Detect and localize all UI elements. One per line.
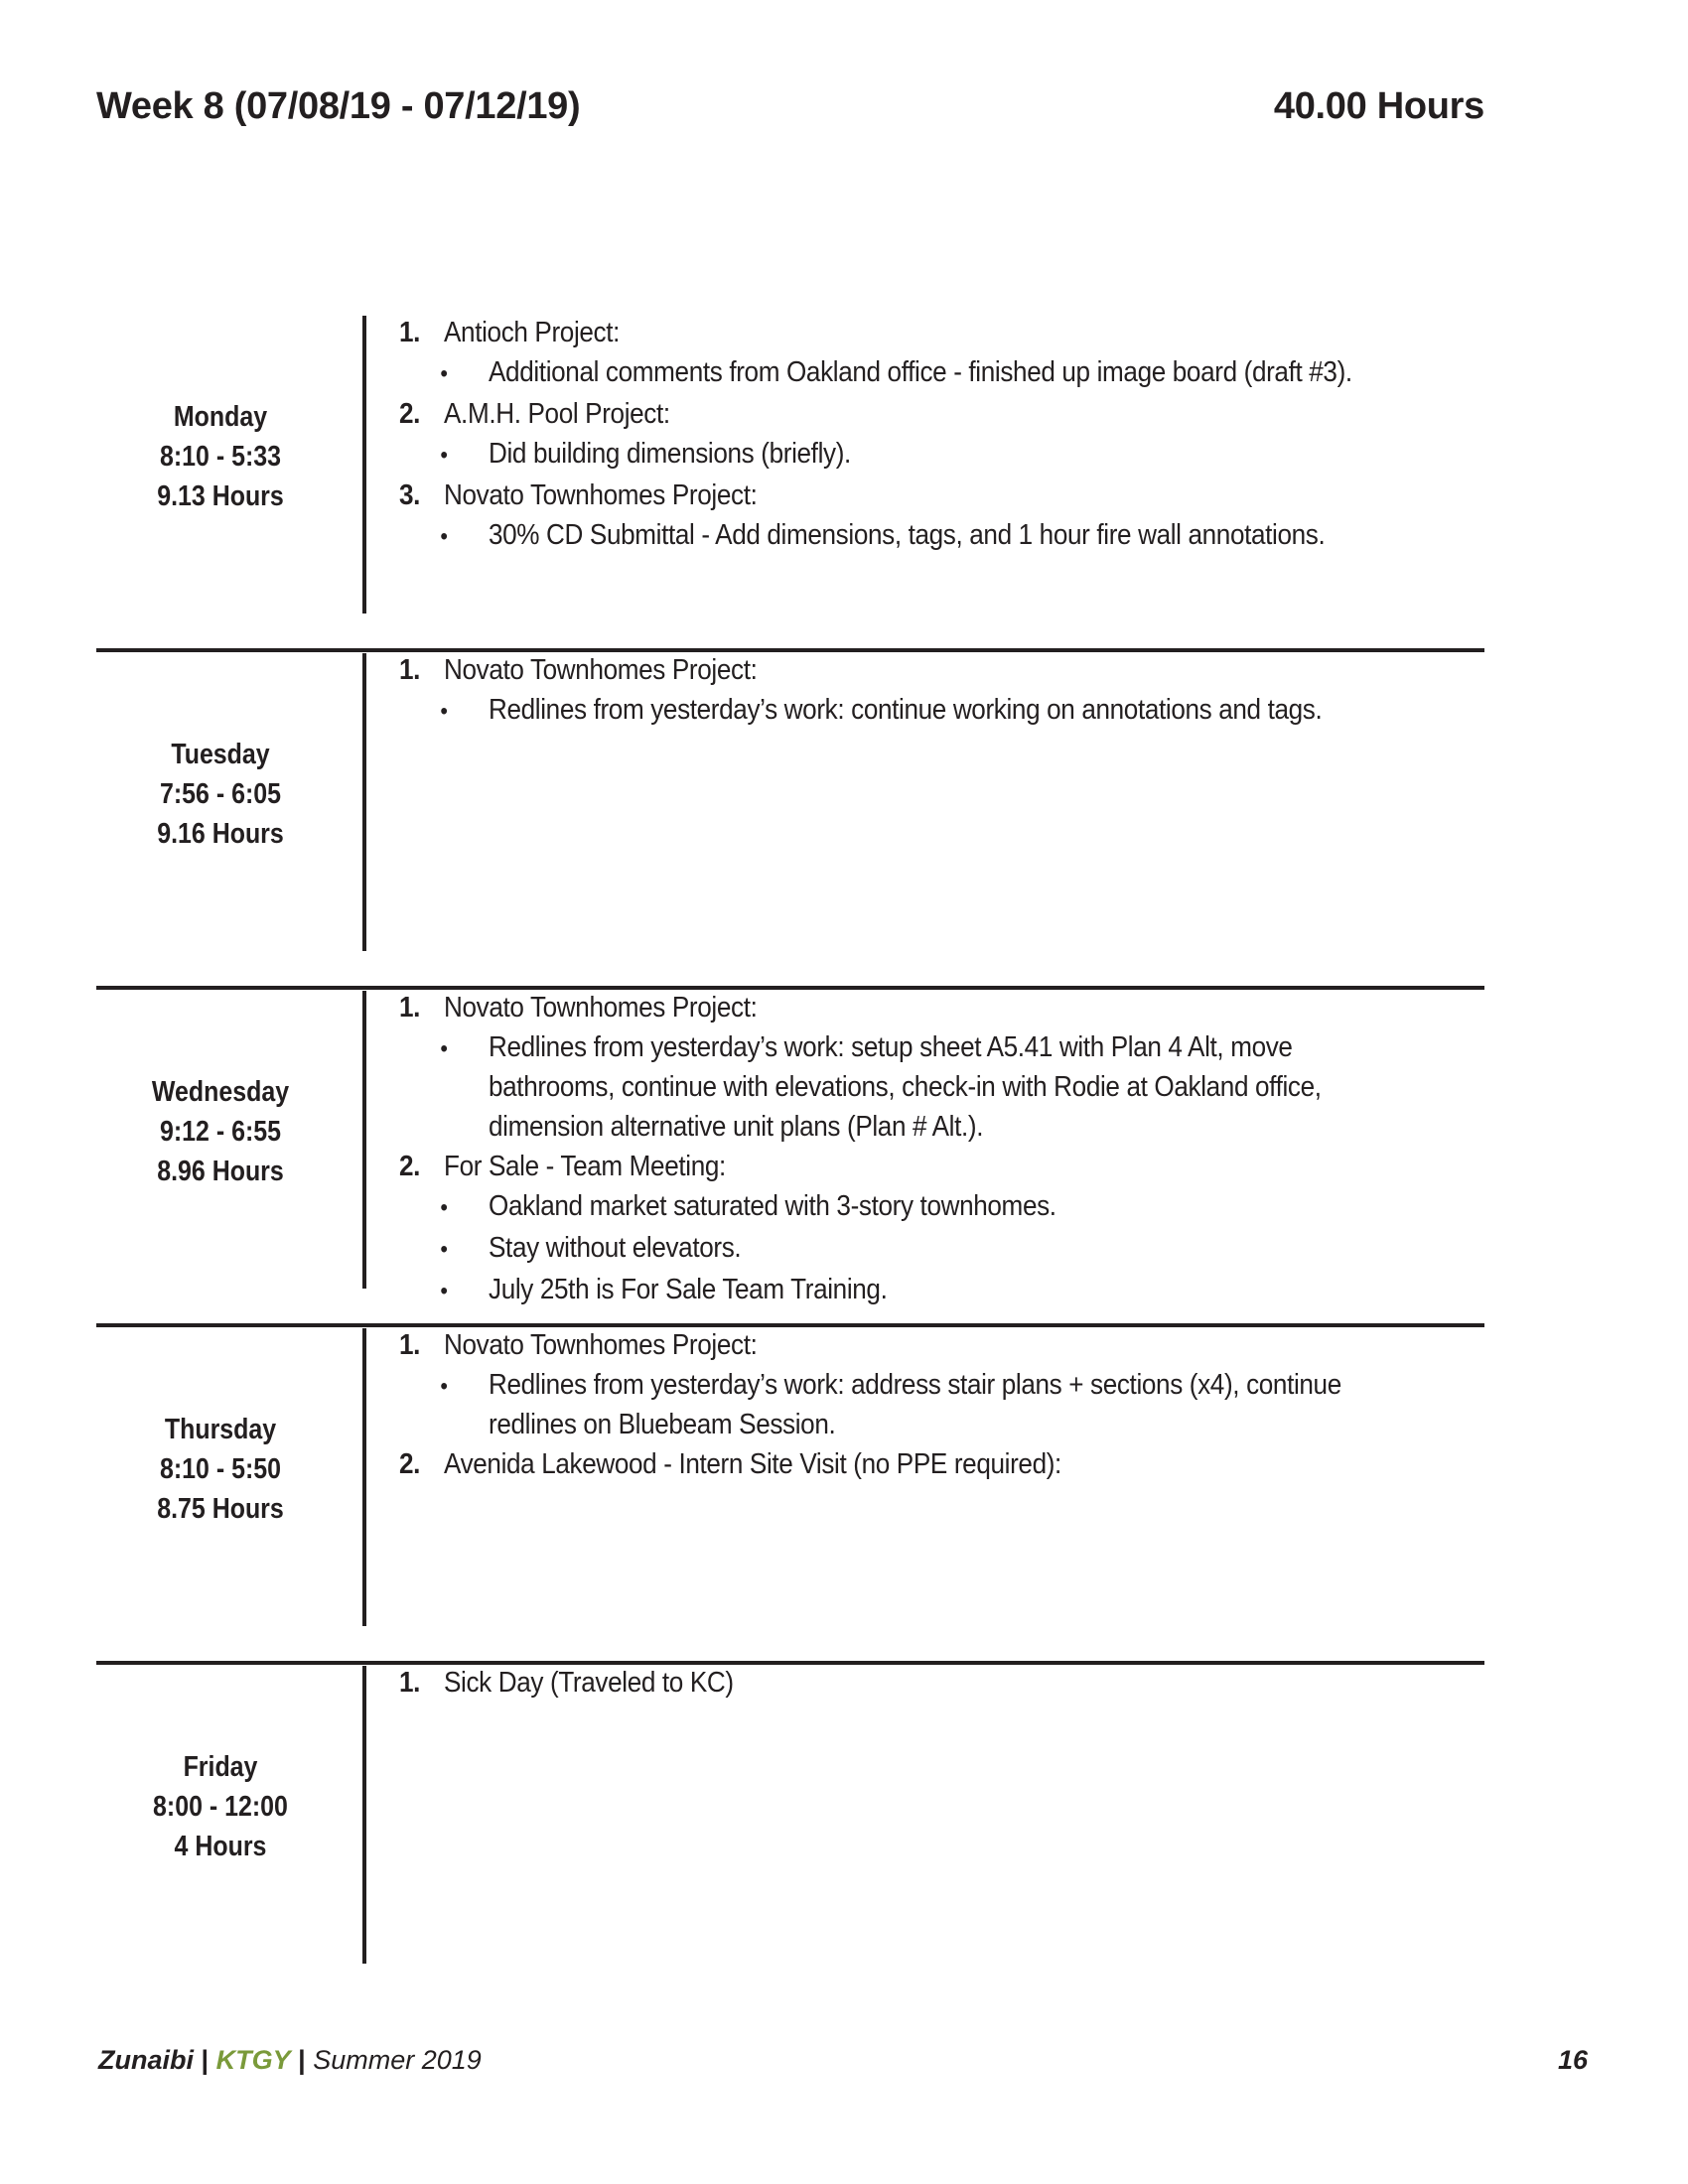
day-hours: 8.75 Hours — [157, 1493, 284, 1525]
total-hours: 40.00 Hours — [1273, 85, 1484, 127]
day-name: Tuesday — [171, 739, 270, 770]
bullet-item — [399, 690, 1373, 732]
page-footer — [98, 2045, 1588, 2076]
day-thursday — [96, 1328, 1484, 1626]
bullet-icon — [399, 434, 489, 476]
day-info — [114, 1747, 328, 1866]
task-title: Avenida Lakewood - Intern Site Visit (no PPE required): — [444, 1448, 1061, 1480]
bullet-icon — [399, 1270, 489, 1311]
day-hours: 9.16 Hours — [157, 818, 284, 850]
day-time: 7:56 - 6:05 — [159, 778, 281, 810]
bullet-item — [399, 1365, 1373, 1444]
bullet-icon — [399, 1365, 489, 1444]
task-number: 2. — [399, 1448, 421, 1480]
task-number: 2. — [399, 1151, 421, 1182]
bullet-text: Additional comments from Oakland office - finished up image board (draft #3). — [489, 356, 1352, 388]
day-friday — [96, 1666, 1484, 1964]
day-time: 8:00 - 12:00 — [153, 1791, 288, 1823]
task-list — [399, 988, 1373, 1311]
task-title: Novato Townhomes Project: — [444, 992, 758, 1024]
footer-separator: | — [298, 2045, 306, 2075]
day-time: 8:10 - 5:33 — [159, 441, 281, 473]
page-header — [96, 85, 1484, 128]
day-hours: 4 Hours — [174, 1831, 267, 1862]
bullet-text: Redlines from yesterday’s work: continue working on annotations and tags. — [489, 694, 1323, 726]
task-title: Sick Day (Traveled to KC) — [444, 1667, 734, 1699]
footer-author: Zunaibi — [98, 2045, 194, 2075]
day-divider-line — [362, 1328, 366, 1626]
task-item — [399, 650, 1373, 690]
bullet-item — [399, 1228, 1373, 1270]
day-hours: 8.96 Hours — [157, 1156, 284, 1187]
bullet-item — [399, 1186, 1373, 1228]
task-list — [399, 650, 1373, 732]
day-name: Monday — [173, 401, 268, 433]
day-name: Thursday — [164, 1414, 277, 1445]
task-title: A.M.H. Pool Project: — [444, 398, 670, 430]
footer-firm: KTGY — [215, 2045, 291, 2075]
day-info — [114, 735, 328, 854]
task-item — [399, 1444, 1373, 1484]
bullet-icon — [399, 352, 489, 394]
task-list — [399, 313, 1373, 557]
bullet-icon — [399, 690, 489, 732]
footer-term: Summer 2019 — [313, 2045, 482, 2075]
day-tuesday — [96, 653, 1484, 951]
task-item — [399, 394, 1373, 434]
task-number: 1. — [399, 1329, 421, 1361]
day-divider-line — [362, 316, 366, 614]
task-title: Novato Townhomes Project: — [444, 654, 758, 686]
task-number: 2. — [399, 398, 421, 430]
task-number: 1. — [399, 992, 421, 1024]
day-name: Wednesday — [151, 1076, 290, 1108]
day-divider-line — [362, 1666, 366, 1964]
task-title: For Sale - Team Meeting: — [444, 1151, 726, 1182]
day-info — [114, 1072, 328, 1191]
bullet-item — [399, 515, 1373, 557]
task-number: 1. — [399, 1667, 421, 1699]
bullet-text: Redlines from yesterday’s work: address stair plans + sections (x4), continue redlines on Bluebeam Session. — [489, 1369, 1341, 1440]
bullet-item — [399, 352, 1373, 394]
bullet-text: Oakland market saturated with 3-story townhomes. — [489, 1190, 1056, 1222]
day-divider-line — [362, 653, 366, 951]
day-info — [114, 397, 328, 516]
task-item — [399, 988, 1373, 1027]
task-item — [399, 313, 1373, 352]
task-item — [399, 1147, 1373, 1186]
bullet-item — [399, 1270, 1373, 1311]
task-title: Novato Townhomes Project: — [444, 479, 758, 511]
bullet-item — [399, 434, 1373, 476]
page-number: 16 — [1557, 2045, 1588, 2075]
task-title: Antioch Project: — [444, 317, 621, 348]
bullet-text: Did building dimensions (briefly). — [489, 438, 851, 470]
day-monday — [96, 316, 1484, 614]
bullet-icon — [399, 1027, 489, 1147]
week-title: Week 8 (07/08/19 - 07/12/19) — [96, 85, 581, 127]
task-title: Novato Townhomes Project: — [444, 1329, 758, 1361]
day-info — [114, 1410, 328, 1529]
day-time: 8:10 - 5:50 — [159, 1453, 281, 1485]
task-number: 1. — [399, 654, 421, 686]
bullet-item — [399, 1027, 1373, 1147]
task-list — [399, 1663, 1373, 1703]
bullet-text: Redlines from yesterday’s work: setup sheet A5.41 with Plan 4 Alt, move bathrooms, continue with elevations, check-in with Rodie at Oakland office, dimension alternative unit plans (Plan # Alt.). — [489, 1031, 1322, 1143]
task-number: 1. — [399, 317, 421, 348]
task-item — [399, 1663, 1373, 1703]
bullet-text: Stay without elevators. — [489, 1232, 742, 1264]
day-hours: 9.13 Hours — [157, 480, 284, 512]
task-item — [399, 476, 1373, 515]
task-item — [399, 1325, 1373, 1365]
bullet-icon — [399, 1228, 489, 1270]
task-number: 3. — [399, 479, 421, 511]
bullet-text: 30% CD Submittal - Add dimensions, tags, and 1 hour fire wall annotations. — [489, 519, 1326, 551]
day-wednesday — [96, 991, 1484, 1305]
task-list — [399, 1325, 1373, 1484]
bullet-icon — [399, 515, 489, 557]
day-time: 9:12 - 6:55 — [159, 1116, 281, 1148]
day-name: Friday — [183, 1751, 258, 1783]
day-divider-line — [362, 991, 366, 1289]
footer-separator: | — [201, 2045, 210, 2075]
bullet-text: July 25th is For Sale Team Training. — [489, 1274, 888, 1305]
bullet-icon — [399, 1186, 489, 1228]
